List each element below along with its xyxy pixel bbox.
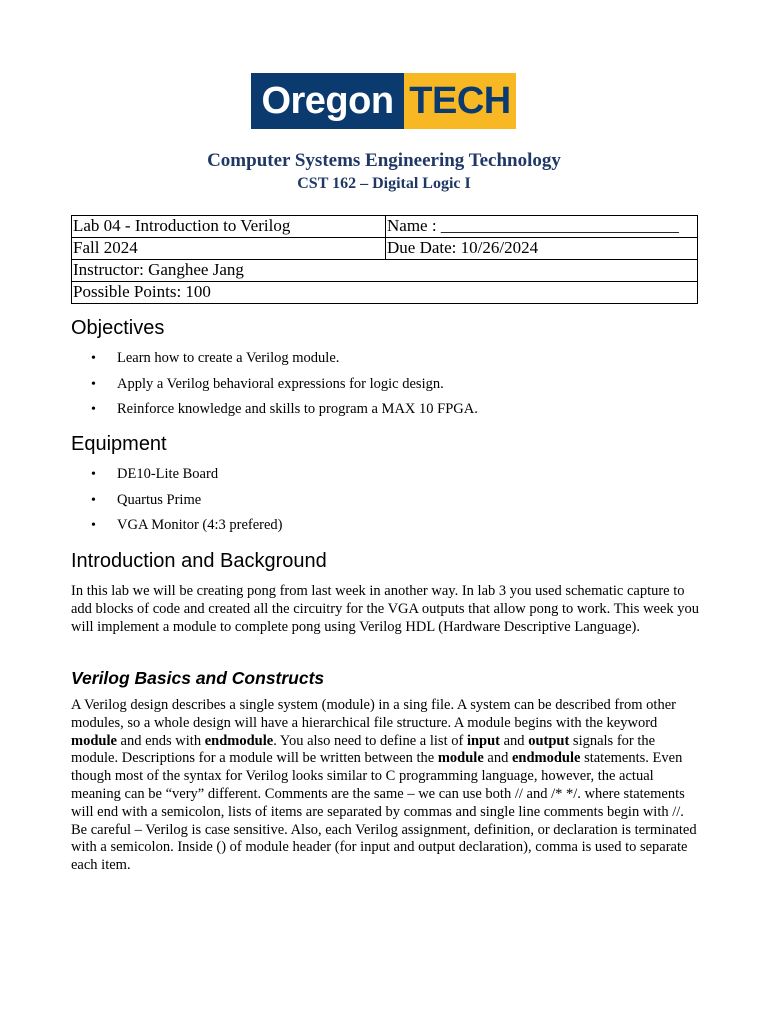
text-run: statements. Even though most of the syntax for Verilog looks similar to C programming language, however, the actual meaning can be “very” different. Comments are the same – we can use both // and /* */. where statements will end with a semicolon, lists of items are separated by commas and single line comments begin with //. Be careful – Verilog is case sensitive. Also, each Verilog assignment, definition, or declaration is terminated with a semicolon. Inside () of module header (for input and output declaration), comma is used to separate each item. bbox=[71, 750, 697, 874]
list-item: • VGA Monitor (4:3 prefered) bbox=[71, 517, 283, 543]
text-run: A Verilog design describes a single system (module) in a sing file. A system can be described from other modules, so a whole design will have a hierarchical file structure. A module begins with the keyword bbox=[71, 697, 676, 731]
basics-heading: Verilog Basics and Constructs bbox=[71, 668, 325, 688]
table-row bbox=[72, 282, 698, 304]
equipment-list bbox=[71, 466, 283, 543]
department-title: Computer Systems Engineering Technology bbox=[207, 150, 561, 171]
name-cell: Name : ____________________________ bbox=[386, 216, 698, 238]
table-row bbox=[72, 216, 698, 238]
objectives-heading: Objectives bbox=[71, 317, 165, 339]
objectives-list bbox=[71, 350, 478, 427]
due-date-cell: Due Date: 10/26/2024 bbox=[386, 238, 698, 260]
keyword-endmodule: endmodule bbox=[204, 732, 274, 749]
lab-info-table bbox=[71, 215, 698, 304]
keyword-module: module bbox=[71, 732, 117, 749]
lab-title-cell: Lab 04 - Introduction to Verilog bbox=[72, 216, 386, 238]
text-run: . You also need to define a list of bbox=[273, 732, 467, 749]
intro-heading: Introduction and Background bbox=[71, 550, 327, 572]
list-item: • Reinforce knowledge and skills to program a MAX 10 FPGA. bbox=[71, 401, 478, 427]
table-row bbox=[72, 238, 698, 260]
points-cell: Possible Points: 100 bbox=[72, 282, 698, 304]
text-run: signals for the module. Descriptions for a module will be written between the bbox=[71, 732, 656, 767]
list-item: • Apply a Verilog behavioral expressions for logic design. bbox=[71, 376, 478, 402]
list-item: • Learn how to create a Verilog module. bbox=[71, 350, 478, 376]
oregon-tech-logo bbox=[251, 73, 516, 129]
table-row bbox=[72, 260, 698, 282]
keyword-input: input bbox=[466, 732, 500, 749]
intro-paragraph: In this lab we will be creating pong from last week in another way. In lab 3 you used schematic capture to add blocks of code and created all the circuitry for the VGA outputs that allow pong to work. This week you will implement a module to complete pong using Verilog HDL (Hardware Descriptive Language). bbox=[71, 583, 700, 635]
keyword-module: module bbox=[437, 750, 484, 767]
text-run: and bbox=[500, 732, 529, 749]
text-run: and ends with bbox=[116, 732, 205, 749]
logo-tech-text: TECH bbox=[404, 73, 516, 129]
logo-oregon-text: Oregon bbox=[251, 73, 404, 129]
list-item: • Quartus Prime bbox=[71, 492, 283, 518]
instructor-cell: Instructor: Ganghee Jang bbox=[72, 260, 698, 282]
term-cell: Fall 2024 bbox=[72, 238, 386, 260]
keyword-endmodule: endmodule bbox=[511, 750, 581, 767]
list-item: • DE10-Lite Board bbox=[71, 466, 283, 492]
course-title: CST 162 – Digital Logic I bbox=[297, 175, 471, 192]
equipment-heading: Equipment bbox=[71, 433, 167, 455]
text-run: and bbox=[483, 750, 512, 767]
basics-paragraph bbox=[71, 697, 701, 875]
keyword-output: output bbox=[528, 732, 570, 749]
